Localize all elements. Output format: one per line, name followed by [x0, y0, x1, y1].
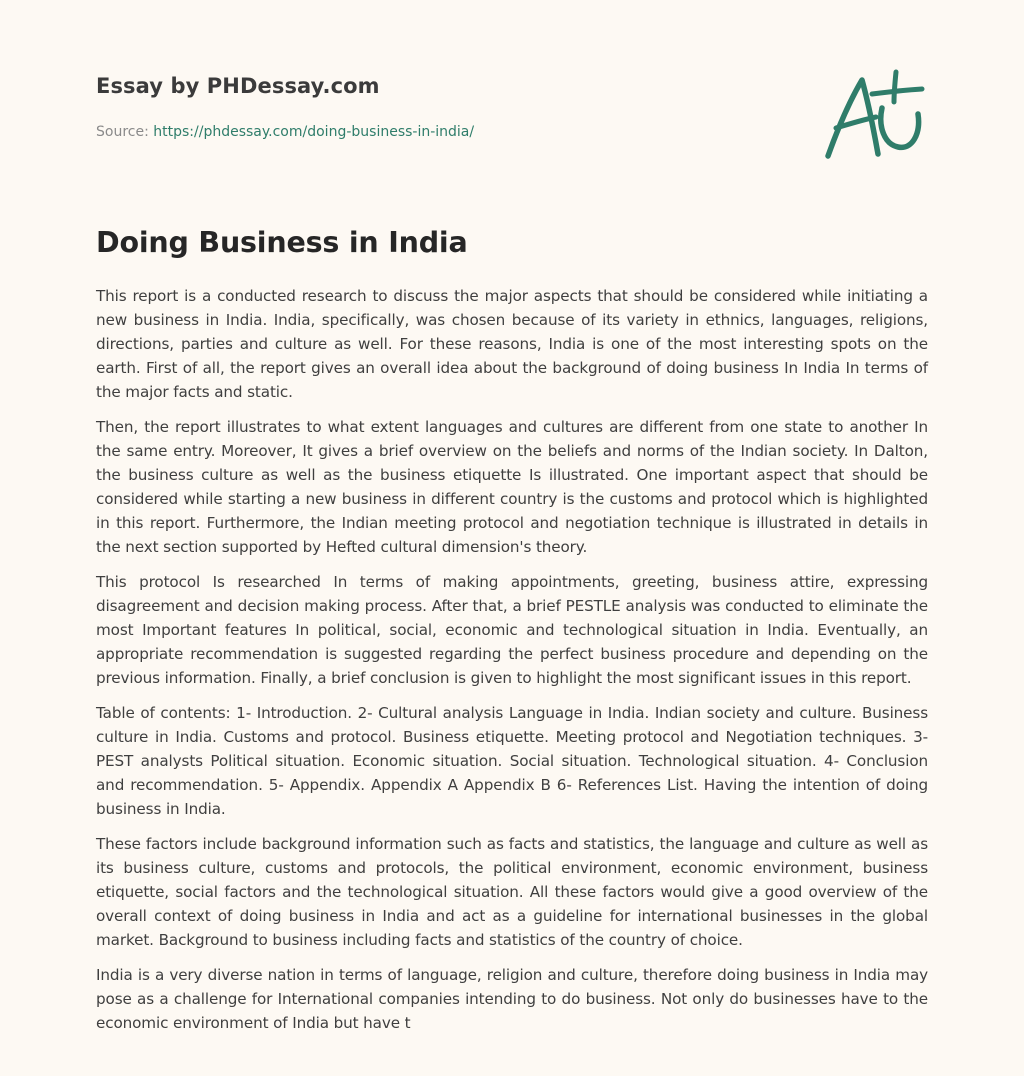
- essay-paragraph: Then, the report illustrates to what extent languages and cultures are different from one state to another In the same entry. Moreover, It gives a brief overview on the beliefs and norms of the Indian society. In Dalton, the business culture as well as the business etiquette Is illustrated. One important aspect that should be considered while starting a new business in different country is the customs and protocol which is highlighted in this report. Furthermore, the Indian meeting protocol and negotiation technique is illustrated in details in the next section supported by Hefted cultural dimension's theory.: [96, 418, 928, 556]
- essay-header: [96, 74, 928, 174]
- essay-paragraph: Table of contents: 1- Introduction. 2- Cultural analysis Language in India. Indian society and culture. Business culture in India. Customs and protocol. Business etiquette. Meeting protocol and Negotiation techniques. 3- PEST analysts Political situation. Economic situation. Social situation. Technological situation. 4- Conclusion and recommendation. 5- Appendix. Appendix A Appendix B 6- References List. Having the intention of doing business in India.: [96, 704, 928, 818]
- essay-paragraph: This protocol Is researched In terms of making appointments, greeting, business attire, expressing disagreement and decision making process. After that, a brief PESTLE analysis was conducted to eliminate the most Important features In political, social, economic and technological situation in India. Eventually, an appropriate recommendation is suggested regarding the perfect business procedure and depending on the previous information. Finally, a brief conclusion is given to highlight the most significant issues in this report.: [96, 573, 928, 687]
- essay-title: Doing Business in India: [96, 226, 468, 259]
- source-line: [96, 124, 474, 140]
- source-link[interactable]: https://phdessay.com/doing-business-in-india/: [153, 124, 475, 140]
- source-label: Source:: [96, 124, 154, 140]
- essay-body: [96, 284, 928, 1046]
- site-brand: Essay by PHDessay.com: [96, 74, 380, 98]
- essay-paragraph: This report is a conducted research to discuss the major aspects that should be considered while initiating a new business in India. India, specifically, was chosen because of its variety in ethnics, languages, religions, directions, parties and culture as well. For these reasons, India is one of the most interesting spots on the earth. First of all, the report gives an overall idea about the background of doing business In India In terms of the major facts and static.: [96, 287, 928, 401]
- essay-paragraph: These factors include background information such as facts and statistics, the language and culture as well as its business culture, customs and protocols, the political environment, economic environment, business etiquette, social factors and the technological situation. All these factors would give a good overview of the overall context of doing business in India and act as a guideline for international businesses in the global market. Background to business including facts and statistics of the country of choice.: [96, 835, 928, 949]
- a-plus-grade-icon: [822, 68, 930, 164]
- essay-page: [96, 0, 928, 1076]
- essay-paragraph: India is a very diverse nation in terms of language, religion and culture, therefore doing business in India may pose as a challenge for International companies intending to do business. Not only do businesses have to the economic environment of India but have t: [96, 966, 928, 1032]
